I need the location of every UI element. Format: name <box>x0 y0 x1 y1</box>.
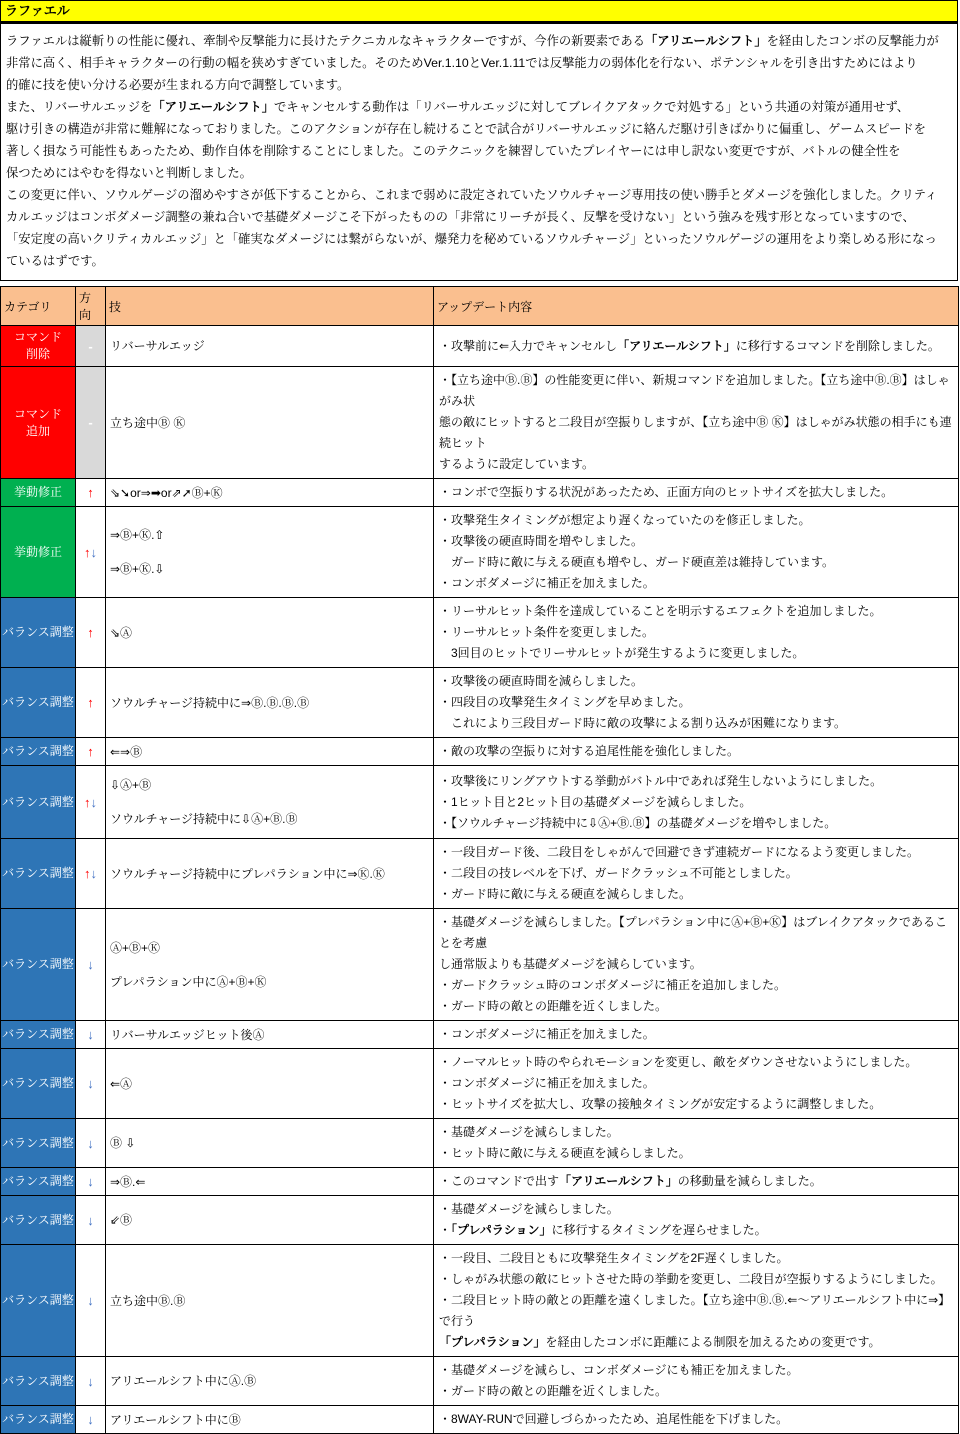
update-line: ・1ヒット目と2ヒット目の基礎ダメージを減らしました。 <box>439 794 752 809</box>
move-cell <box>106 1245 434 1357</box>
move-cell <box>106 479 434 507</box>
intro-line: ているはずです。 <box>6 254 104 268</box>
down-arrow-icon: ↓ <box>90 866 97 881</box>
move-cell <box>106 1406 434 1434</box>
direction-cell <box>76 1406 106 1434</box>
update-line: ・一段目、二段目ともに攻撃発生タイミングを2F遅くしました。 <box>439 1251 789 1265</box>
direction-cell <box>76 1049 106 1119</box>
down-arrow-icon: ↓ <box>87 1135 94 1151</box>
category-cell: バランス調整 <box>1 1119 76 1168</box>
update-line: ・一段目ガード後、二段目をしゃがんで回避できず連続ガードになるよう変更しました。 <box>439 845 920 859</box>
table-row <box>1 507 959 598</box>
update-line: ・コンボで空振りする状況があったため、正面方向のヒットサイズを拡大しました。 <box>439 485 894 499</box>
direction-cell: - <box>76 367 106 479</box>
header-direction: 方向 <box>76 287 106 326</box>
move-cell <box>106 909 434 1021</box>
intro-line: 「安定度の高いクリティカルエッジ」と「確実なダメージには繋がらないが、爆発力を秘めているソウルチャージ」といったソウルゲージの運用をより楽しめる形になっ <box>6 232 937 246</box>
table-row <box>1 367 959 479</box>
update-content-cell <box>434 1196 959 1245</box>
intro-text-block <box>0 21 958 281</box>
update-line: ・基礎ダメージを減らしました。 <box>439 1202 619 1216</box>
intro-line: 非常に高く、相手キャラクターの行動の幅を狭めすぎていました。そのためVer.1.10とVer.1.11では反撃能力の弱体化を行ない、ポテンシャルを引き出すためにはより <box>6 56 918 70</box>
category-cell: 挙動修正 <box>1 479 76 507</box>
down-arrow-icon: ↓ <box>90 794 97 810</box>
table-row <box>1 839 959 909</box>
update-line: ・基礎ダメージを減らし、コンボダメージにも補正を加えました。 <box>439 1363 799 1377</box>
header-update-content: アップデート内容 <box>434 287 959 326</box>
direction-cell <box>76 507 106 598</box>
intro-line: また、リバーサルエッジを「アリエールシフト」でキャンセルする動作は「リバーサルエッジに対してブレイクアタックで対処する」という共通の対策が通用せず、 <box>6 100 910 114</box>
category-cell: コマンド 削除 <box>1 326 76 367</box>
move-command: プレパラション中にⒶ+Ⓑ+Ⓚ <box>110 974 267 989</box>
table-row <box>1 1406 959 1434</box>
update-line: ガード時に敵に与える硬直も増やし、ガード硬直差は維持しています。 <box>439 555 835 569</box>
down-arrow-icon: ↓ <box>87 1076 94 1091</box>
update-content-cell <box>434 507 959 598</box>
down-arrow-icon: ↓ <box>87 1373 94 1389</box>
update-line: ・しゃがみ状態の敵にヒットさせた時の挙動を変更し、二段目が空振りするようにしました。 <box>439 1272 943 1286</box>
header-category: カテゴリ <box>1 287 76 326</box>
update-content-cell <box>434 909 959 1021</box>
table-row <box>1 1357 959 1406</box>
update-line: ・コンボダメージに補正を加えました。 <box>439 576 655 590</box>
direction-cell <box>76 766 106 839</box>
direction-cell <box>76 1196 106 1245</box>
update-line: ・【立ち途中Ⓑ.Ⓑ】の性能変更に伴い、新規コマンドを追加しました。【立ち途中Ⓑ.Ⓑ】はしゃがみ状 <box>439 373 950 408</box>
update-line: ・【ソウルチャージ持続中に⇩Ⓐ+Ⓑ.Ⓑ】の基礎ダメージを増やしました。 <box>439 815 837 830</box>
update-line: ・四段目の攻撃発生タイミングを早めました。 <box>439 695 691 709</box>
update-content-cell <box>434 1245 959 1357</box>
intro-line: ラファエルは縦斬りの性能に優れ、牽制や反撃能力に長けたテクニカルなキャラクターですが、今作の新要素である「アリエールシフト」を経由したコンボの反撃能力が <box>6 34 939 48</box>
move-command: ⇒Ⓑ.⇐ <box>110 1174 146 1189</box>
move-command: ⇒Ⓑ+Ⓚ.⇧ <box>110 528 165 542</box>
down-arrow-icon: ↓ <box>90 544 97 560</box>
direction-cell: - <box>76 326 106 367</box>
update-line: 3回目のヒットでリーサルヒットが発生するように変更しました。 <box>439 646 805 660</box>
up-arrow-icon: ↑ <box>84 866 91 881</box>
update-line: ・基礎ダメージを減らしました。【プレパラション中にⒶ+Ⓑ+Ⓚ】はブレイクアタックであることを考慮 <box>439 915 948 950</box>
up-arrow-icon: ↑ <box>87 744 94 759</box>
move-command: ソウルチャージ持続中にプレパラション中に⇒Ⓚ.Ⓚ <box>110 866 385 881</box>
table-row <box>1 909 959 1021</box>
update-line: ・攻撃後の硬直時間を減らしました。 <box>439 674 644 688</box>
table-row <box>1 1049 959 1119</box>
category-cell: バランス調整 <box>1 1021 76 1049</box>
update-line: ・敵の攻撃の空振りに対する追尾性能を強化しました。 <box>439 744 740 758</box>
update-content-cell <box>434 1119 959 1168</box>
update-line: これにより三段目ガード時に敵の攻撃による割り込みが困難になります。 <box>439 716 847 730</box>
move-command: アリエールシフト中にⒷ <box>110 1412 241 1427</box>
category-cell: バランス調整 <box>1 766 76 839</box>
move-command: ⇘➘or⇒➡or⇗➚Ⓑ+Ⓚ <box>110 485 223 500</box>
move-command: Ⓑ ⇩ <box>110 1136 136 1150</box>
intro-line: 著しく損なう可能性もあったため、動作自体を削除することにしました。このテクニックを練習していたプレイヤーには申し訳ない変更ですが、バトルの健全性を <box>6 144 901 158</box>
move-command: ⇐Ⓐ <box>110 1076 133 1091</box>
category-cell: バランス調整 <box>1 1196 76 1245</box>
move-cell <box>106 507 434 598</box>
up-arrow-icon: ↑ <box>84 544 91 560</box>
update-line: ・攻撃前に⇐入力でキャンセルし「アリエールシフト」に移行するコマンドを削除しました。 <box>439 338 940 353</box>
up-arrow-icon: ↑ <box>87 485 94 500</box>
intro-line: この変更に伴い、ソウルゲージの溜めやすさが低下することから、これまで弱めに設定されていたソウルチャージ専用技の使い勝手とダメージを強化しました。クリティ <box>6 188 938 202</box>
move-cell <box>106 1357 434 1406</box>
category-cell: バランス調整 <box>1 839 76 909</box>
move-cell <box>106 766 434 839</box>
direction-cell <box>76 479 106 507</box>
direction-cell <box>76 1245 106 1357</box>
table-header-row <box>1 287 959 326</box>
table-row <box>1 668 959 738</box>
move-cell <box>106 326 434 367</box>
update-content-cell <box>434 668 959 738</box>
update-line: ・8WAY-RUNで回避しづらかったため、追尾性能を下げました。 <box>439 1412 789 1426</box>
update-line: ・コンボダメージに補正を加えました。 <box>439 1027 655 1041</box>
down-arrow-icon: ↓ <box>87 1027 94 1042</box>
up-arrow-icon: ↑ <box>87 695 94 710</box>
direction-cell <box>76 1119 106 1168</box>
move-command: ⇘Ⓐ <box>110 625 133 640</box>
category-cell: バランス調整 <box>1 1357 76 1406</box>
category-cell: バランス調整 <box>1 738 76 766</box>
direction-cell <box>76 1357 106 1406</box>
move-command: リバーサルエッジ <box>110 339 205 353</box>
update-line: ・ガード時の敵との距離を近くしました。 <box>439 1384 668 1398</box>
move-command: 立ち途中Ⓑ Ⓚ <box>110 415 186 430</box>
update-line: するように設定しています。 <box>439 457 595 471</box>
move-cell <box>106 1049 434 1119</box>
table-row <box>1 1168 959 1196</box>
update-line: ・攻撃後にリングアウトする挙動がバトル中であれば発生しないようにしました。 <box>439 773 883 788</box>
update-content-cell <box>434 766 959 839</box>
update-line: ・攻撃発生タイミングが想定より遅くなっていたのを修正しました。 <box>439 513 811 527</box>
direction-cell <box>76 909 106 1021</box>
direction-cell <box>76 738 106 766</box>
update-table-body <box>1 326 959 1434</box>
update-content-cell <box>434 738 959 766</box>
move-command: アリエールシフト中にⒶ.Ⓑ <box>110 1374 257 1388</box>
move-command: ⇙Ⓑ <box>110 1213 133 1227</box>
update-content-cell <box>434 1406 959 1434</box>
category-cell: コマンド 追加 <box>1 367 76 479</box>
down-arrow-icon: ↓ <box>87 1212 94 1228</box>
table-row <box>1 479 959 507</box>
direction-cell <box>76 1021 106 1049</box>
intro-line: 保つためにはやむを得ないと判断しました。 <box>6 166 252 180</box>
category-cell: 挙動修正 <box>1 507 76 598</box>
up-arrow-icon: ↑ <box>87 625 94 640</box>
update-content-cell <box>434 1357 959 1406</box>
category-cell: バランス調整 <box>1 1406 76 1434</box>
update-line: ・リーサルヒット条件を達成していることを明示するエフェクトを追加しました。 <box>439 604 882 618</box>
down-arrow-icon: ↓ <box>87 1174 94 1189</box>
move-cell <box>106 1021 434 1049</box>
update-content-cell <box>434 1049 959 1119</box>
up-arrow-icon: ↑ <box>84 794 91 810</box>
intro-line: 的確に技を使い分ける必要が生まれる方向で調整しています。 <box>6 78 350 92</box>
update-line: ・ノーマルヒット時のやられモーションを変更し、敵をダウンさせないようにしました。 <box>439 1055 918 1069</box>
move-command: Ⓐ+Ⓑ+Ⓚ <box>110 940 161 955</box>
direction-cell <box>76 668 106 738</box>
down-arrow-icon: ↓ <box>87 1412 94 1427</box>
table-row <box>1 598 959 668</box>
update-line: ・ヒットサイズを拡大し、攻撃の接触タイミングが安定するように調整しました。 <box>439 1097 882 1111</box>
update-line: 態の敵にヒットすると二段目が空振りしますが、【立ち途中Ⓑ Ⓚ】はしゃがみ状態の相手にも連続ヒット <box>439 415 952 450</box>
move-cell <box>106 839 434 909</box>
header-move: 技 <box>106 287 434 326</box>
move-cell <box>106 1168 434 1196</box>
update-line: ・ガード時に敵に与える硬直を減らしました。 <box>439 887 692 901</box>
update-content-cell <box>434 479 959 507</box>
move-command: ソウルチャージ持続中に⇒Ⓑ.Ⓑ.Ⓑ.Ⓑ <box>110 695 310 710</box>
character-title: ラファエル <box>0 0 958 21</box>
category-cell: バランス調整 <box>1 1245 76 1357</box>
move-cell <box>106 367 434 479</box>
category-cell: バランス調整 <box>1 1168 76 1196</box>
update-line: し通常版よりも基礎ダメージを減らしています。 <box>439 957 702 971</box>
update-table <box>0 286 959 1434</box>
move-command: ⇐⇒Ⓑ <box>110 744 143 759</box>
move-command: リバーサルエッジヒット後Ⓐ <box>110 1027 265 1042</box>
move-command: 立ち途中Ⓑ.Ⓑ <box>110 1293 186 1308</box>
update-line: ・二段目の技レベルを下げ、ガードクラッシュ不可能としました。 <box>439 866 798 880</box>
update-line: ・ガード時の敵との距離を近くしました。 <box>439 999 668 1013</box>
category-cell: バランス調整 <box>1 909 76 1021</box>
table-row <box>1 1119 959 1168</box>
direction-cell <box>76 598 106 668</box>
update-line: ・ガードクラッシュ時のコンボダメージに補正を追加しました。 <box>439 978 787 992</box>
move-command: ⇩Ⓐ+Ⓑ <box>110 778 152 792</box>
table-row <box>1 326 959 367</box>
update-content-cell <box>434 1021 959 1049</box>
table-row <box>1 1245 959 1357</box>
move-cell <box>106 668 434 738</box>
move-cell <box>106 598 434 668</box>
update-line: ・このコマンドで出す「アリエールシフト」の移動量を減らしました。 <box>439 1174 822 1188</box>
category-cell: バランス調整 <box>1 668 76 738</box>
update-line: ・攻撃後の硬直時間を増やしました。 <box>439 534 644 548</box>
update-content-cell <box>434 367 959 479</box>
direction-cell <box>76 1168 106 1196</box>
update-content-cell <box>434 598 959 668</box>
intro-line: 駆け引きの構造が非常に難解になっておりました。このアクションが存在し続けることで試合がリバーサルエッジに絡んだ駆け引きばかりに偏重し、ゲームスピードを <box>6 122 926 136</box>
update-line: ・基礎ダメージを減らしました。 <box>439 1125 619 1139</box>
move-cell <box>106 1196 434 1245</box>
table-row <box>1 738 959 766</box>
update-line: ・ヒット時に敵に与える硬直を減らしました。 <box>439 1146 691 1160</box>
category-cell: バランス調整 <box>1 598 76 668</box>
update-content-cell <box>434 326 959 367</box>
move-cell <box>106 738 434 766</box>
update-content-cell <box>434 839 959 909</box>
update-line: 「プレパラション」を経由したコンボに距離による制限を加えるための変更です。 <box>439 1335 881 1349</box>
direction-cell <box>76 839 106 909</box>
table-row <box>1 1196 959 1245</box>
update-line: ・コンボダメージに補正を加えました。 <box>439 1076 655 1090</box>
move-cell <box>106 1119 434 1168</box>
category-cell: バランス調整 <box>1 1049 76 1119</box>
update-line: ・二段目ヒット時の敵との距離を遠くしました。【立ち途中Ⓑ.Ⓑ.⇐～アリエールシフト中に⇒】で行う <box>439 1293 951 1328</box>
update-content-cell <box>434 1168 959 1196</box>
intro-line: カルエッジはコンボダメージ調整の兼ね合いで基礎ダメージこそ下がったものの「非常にリーチが長く、反撃を受けない」という強みを残す形となっていますので、 <box>6 210 915 224</box>
update-line: ・リーサルヒット条件を変更しました。 <box>439 625 655 639</box>
move-command: ソウルチャージ持続中に⇩Ⓐ+Ⓑ.Ⓑ <box>110 812 298 826</box>
table-row <box>1 766 959 839</box>
down-arrow-icon: ↓ <box>87 1293 94 1308</box>
down-arrow-icon: ↓ <box>87 957 94 972</box>
move-command: ⇒Ⓑ+Ⓚ.⇩ <box>110 562 165 576</box>
table-row <box>1 1021 959 1049</box>
update-line: ・「プレパラション」に移行するタイミングを遅らせました。 <box>439 1223 767 1237</box>
